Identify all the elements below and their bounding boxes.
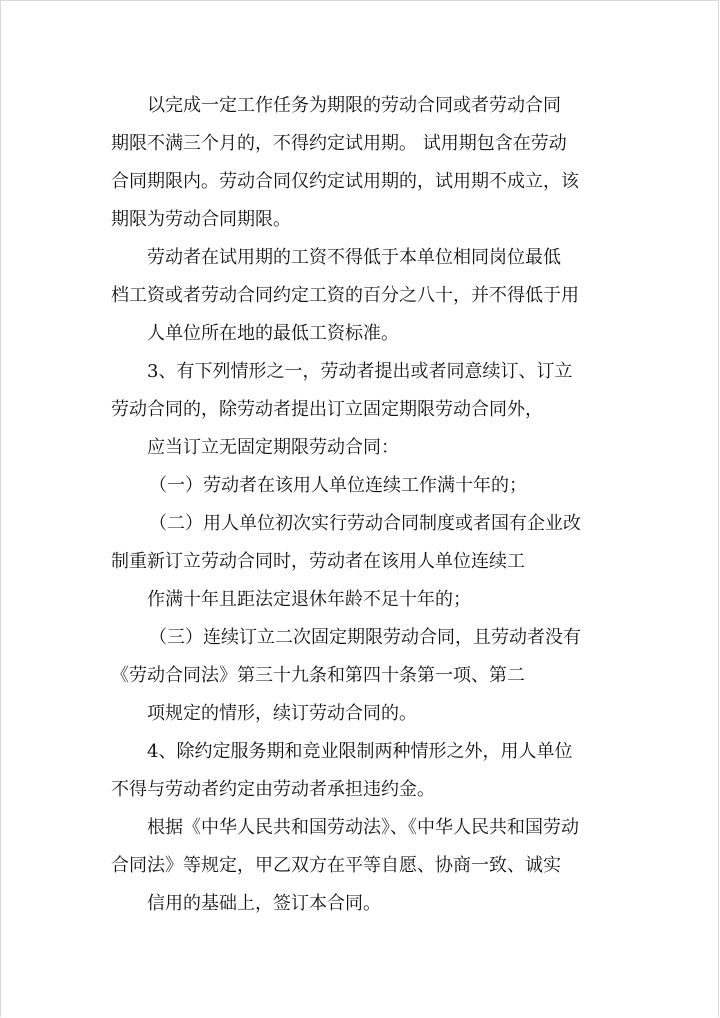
text-line: 作满十年且距法定退休年龄不足十年的；: [147, 589, 471, 610]
text-line: （一）劳动者在该用人单位连续工作满十年的；: [149, 475, 527, 496]
text-line: 劳动者在试用期的工资不得低于本单位相同岗位最低: [147, 247, 561, 268]
text-line: （二）用人单位初次实行劳动合同制度或者国有企业改: [149, 513, 581, 534]
text-line: 不得与劳动者约定由劳动者承担违约金。: [111, 779, 435, 800]
text-line: 根据《中华人民共和国劳动法》、《中华人民共和国劳动: [147, 817, 579, 838]
text-line: 《劳动合同法》第三十九条和第四十条第一项、第二: [111, 665, 525, 686]
text-line: 应当订立无固定期限劳动合同：: [147, 437, 399, 458]
text-line: 劳动合同的，除劳动者提出订立固定期限劳动合同外，: [111, 399, 543, 420]
text-line: 信用的基础上，签订本合同。: [147, 893, 381, 914]
text-line: 档工资或者劳动合同约定工资的百分之八十，并不得低于用: [111, 285, 579, 306]
text-line: （三）连续订立二次固定期限劳动合同，且劳动者没有: [149, 627, 581, 648]
text-line: 合同期限内。劳动合同仅约定试用期的，试用期不成立，该: [111, 171, 579, 192]
text-line: 期限为劳动合同期限。: [111, 209, 291, 230]
text-line: 4、除约定服务期和竞业限制两种情形之外，用人单位: [147, 741, 573, 762]
text-line: 以完成一定工作任务为期限的劳动合同或者劳动合同: [147, 95, 561, 116]
text-line: 合同法》等规定，甲乙双方在平等自愿、协商一致、诚实: [111, 855, 561, 876]
text-line: 3、有下列情形之一，劳动者提出或者同意续订、订立: [147, 361, 573, 382]
text-line: 期限不满三个月的，不得约定试用期。 试用期包含在劳动: [111, 133, 567, 154]
text-line: 项规定的情形，续订劳动合同的。: [147, 703, 417, 724]
text-line: 制重新订立劳动合同时，劳动者在该用人单位连续工: [111, 551, 525, 572]
text-line: 人单位所在地的最低工资标准。: [147, 323, 399, 344]
